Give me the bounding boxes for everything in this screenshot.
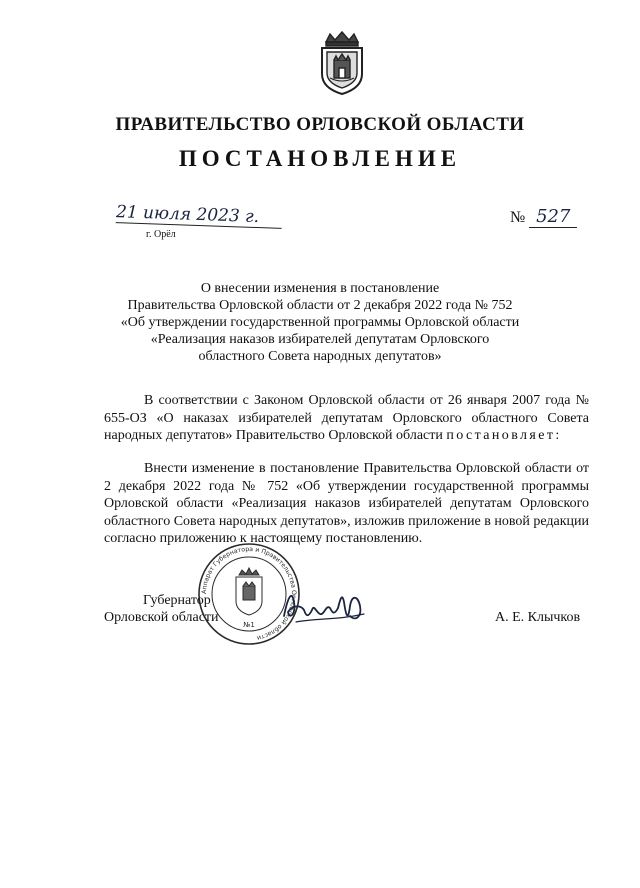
signatory-region: Орловской области — [104, 610, 219, 625]
subject-line: О внесении изменения в постановление — [200, 281, 440, 296]
resolution-paragraph: Внести изменение в постановление Правительства Орловской области от 2 декабря 2022 года № 752 «Об утверждении государственной программы Орловской области «Реализация наказов избирателей депутатам Орловского областного Совета народных депутатов», изложив приложение в новой редакции согласно приложению к настоящему постановлению. — [104, 461, 589, 546]
preamble-paragraph — [104, 392, 589, 445]
subject-line: «Реализация наказов избирателей депутатам Орловского — [150, 332, 490, 347]
preamble-text: В соответствии с Законом Орловской области от 26 января 2007 года № 655-ОЗ «О наказах избирателей депутатам Орловского областного Совета народных депутатов» Правительство Орловской области — [104, 393, 589, 443]
subject-line: областного Совета народных депутатов» — [198, 349, 442, 364]
signatory-name: А. Е. Клычков — [495, 610, 581, 625]
number-prefix: № — [510, 209, 526, 226]
document-number — [510, 207, 577, 228]
document-city: г. Орёл — [146, 229, 176, 240]
handwritten-signature-icon — [278, 582, 374, 630]
seal-number: №1 — [243, 621, 255, 629]
seal-ring-text: Аппарат Губернатора и Правительства Орловской области — [200, 545, 298, 642]
subject-line: Правительства Орловской области от 2 декабря 2022 года № 752 — [127, 298, 513, 313]
document-subject — [110, 280, 530, 365]
number-value: 527 — [529, 207, 577, 228]
document-date: 21 июля 2023 г. — [116, 202, 283, 229]
signatory-title: Губернатор — [143, 593, 211, 608]
document-type-title: ПОСТАНОВЛЕНИЕ — [178, 146, 462, 171]
subject-line: «Об утверждении государственной программы Орловской области — [120, 315, 520, 330]
coat-of-arms-icon — [318, 30, 366, 96]
resolution-keyword: постановляет: — [446, 428, 562, 443]
organization-name: ПРАВИТЕЛЬСТВО ОРЛОВСКОЙ ОБЛАСТИ — [115, 114, 525, 135]
